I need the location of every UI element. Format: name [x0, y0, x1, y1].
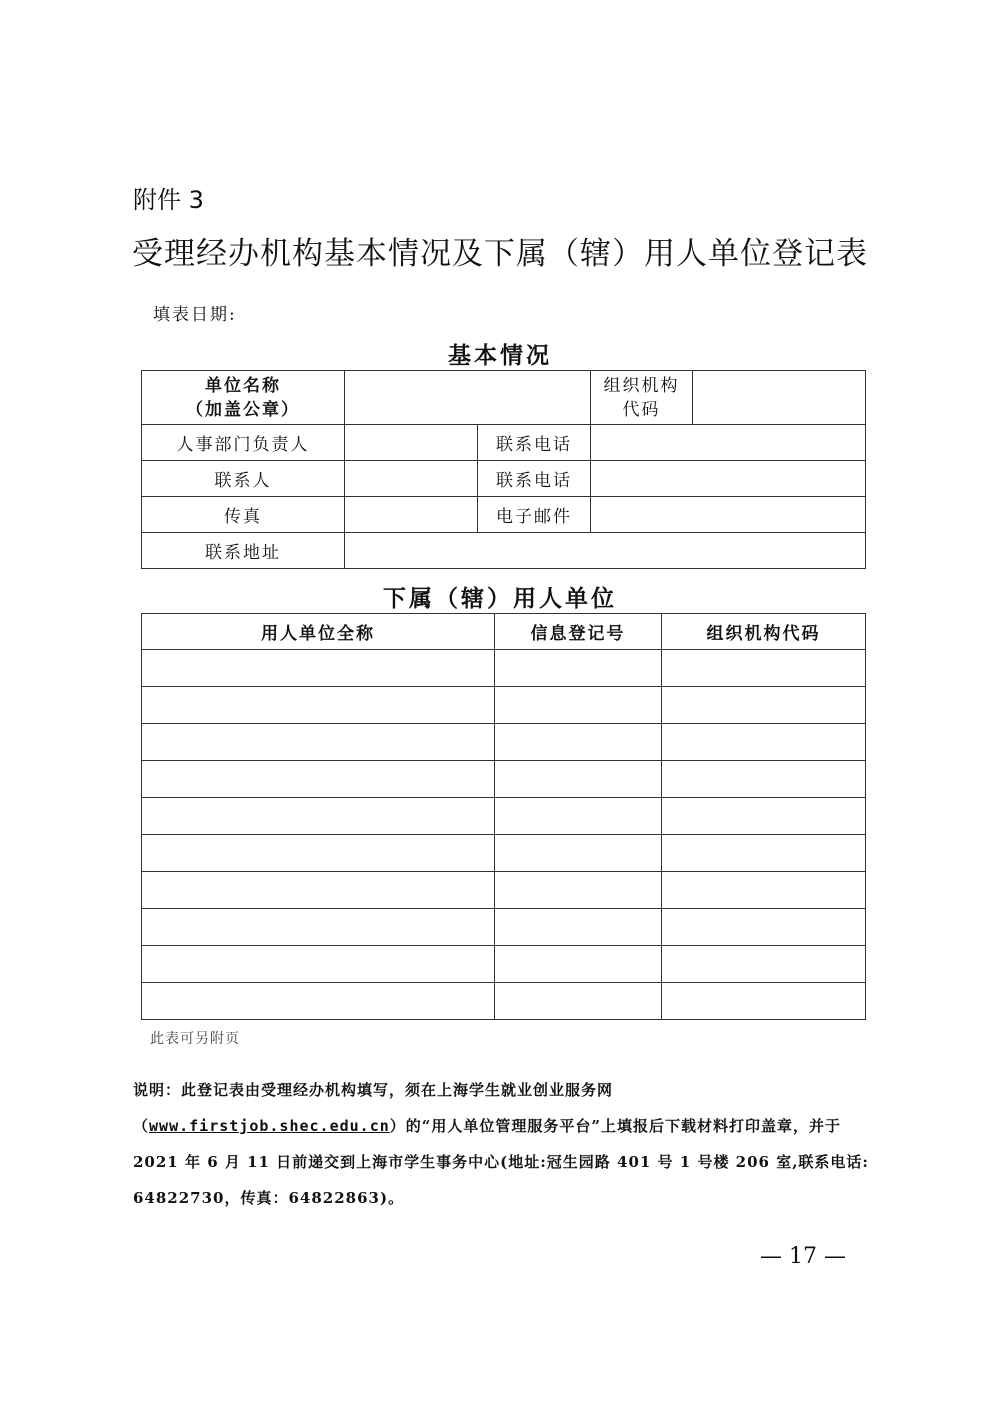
contact-person-field[interactable]: [345, 461, 478, 497]
org-code-cell[interactable]: [662, 872, 866, 909]
org-code-cell[interactable]: [662, 909, 866, 946]
instructions-line-1: 说明：此登记表由受理经办机构填写，须在上海学生就业创业服务网: [133, 1081, 614, 1099]
fax-label: 传真: [142, 497, 345, 533]
table-row: [142, 983, 866, 1020]
registration-no-cell[interactable]: [495, 761, 662, 798]
table-row: [142, 835, 866, 872]
page-number: — 17 —: [760, 1244, 846, 1269]
unit-name-cell[interactable]: [142, 835, 495, 872]
org-code-label-cell: [591, 371, 693, 425]
unit-name-cell[interactable]: [142, 909, 495, 946]
org-code-label-line1: 组织机构: [603, 375, 680, 396]
org-code-cell[interactable]: [662, 835, 866, 872]
table-row: [142, 650, 866, 687]
unit-name-cell[interactable]: [142, 761, 495, 798]
hr-head-label: 人事部门负责人: [142, 425, 345, 461]
website-link[interactable]: www.firstjob.shec.edu.cn: [149, 1117, 390, 1135]
org-code-cell[interactable]: [662, 946, 866, 983]
registration-no-cell[interactable]: [495, 798, 662, 835]
unit-name-cell[interactable]: [142, 724, 495, 761]
subordinate-units-table: [141, 613, 866, 1020]
basic-info-table: [141, 370, 866, 569]
registration-no-cell[interactable]: [495, 835, 662, 872]
contact-phone-field[interactable]: [591, 461, 866, 497]
fax-field[interactable]: [345, 497, 478, 533]
column-header-registration-no: 信息登记号: [495, 614, 662, 650]
org-code-field[interactable]: [693, 371, 866, 425]
registration-no-cell[interactable]: [495, 724, 662, 761]
column-header-unit-name: 用人单位全称: [142, 614, 495, 650]
document-title: 受理经办机构基本情况及下属（辖）用人单位登记表: [132, 236, 868, 272]
table-row: [142, 872, 866, 909]
subordinate-rows: [142, 650, 866, 1020]
table-row: [142, 761, 866, 798]
hr-phone-label: 联系电话: [478, 425, 591, 461]
org-code-cell[interactable]: [662, 687, 866, 724]
org-code-cell[interactable]: [662, 983, 866, 1020]
instructions: [133, 1072, 878, 1216]
column-header-org-code: 组织机构代码: [662, 614, 866, 650]
registration-no-cell[interactable]: [495, 983, 662, 1020]
org-code-cell[interactable]: [662, 650, 866, 687]
address-label: 联系地址: [142, 533, 345, 569]
instructions-line-2: （www.firstjob.shec.edu.cn）的“用人单位管理服务平台”上填报后下载材料打印盖章，并于: [133, 1117, 842, 1135]
official-seal-label: （加盖公章）: [186, 399, 300, 420]
registration-no-cell[interactable]: [495, 872, 662, 909]
table-row: [142, 946, 866, 983]
subordinate-section-title: 下属（辖）用人单位: [383, 585, 617, 612]
unit-name-cell[interactable]: [142, 687, 495, 724]
basic-section-title: 基本情况: [448, 342, 552, 369]
address-field[interactable]: [345, 533, 866, 569]
registration-no-cell[interactable]: [495, 946, 662, 983]
org-code-label-line2: 代码: [622, 399, 661, 420]
table-row: [142, 687, 866, 724]
unit-name-label: 单位名称: [205, 375, 281, 396]
unit-name-cell[interactable]: [142, 650, 495, 687]
registration-no-cell[interactable]: [495, 687, 662, 724]
hr-phone-field[interactable]: [591, 425, 866, 461]
hr-head-field[interactable]: [345, 425, 478, 461]
unit-name-field[interactable]: [345, 371, 591, 425]
contact-phone-label: 联系电话: [478, 461, 591, 497]
footnote: 此表可另附页: [150, 1031, 240, 1047]
unit-name-cell[interactable]: [142, 983, 495, 1020]
attachment-label: 附件 3: [133, 186, 204, 214]
instructions-line-3: 2021 年 6 月 11 日前递交到上海市学生事务中心(地址:冠生园路 401 号 1 号楼 206 室,联系电话:: [133, 1153, 869, 1171]
registration-no-cell[interactable]: [495, 650, 662, 687]
org-code-cell[interactable]: [662, 798, 866, 835]
table-row: [142, 724, 866, 761]
contact-person-label: 联系人: [142, 461, 345, 497]
unit-name-cell[interactable]: [142, 798, 495, 835]
registration-no-cell[interactable]: [495, 909, 662, 946]
instructions-line-4: 64822730，传真：64822863)。: [133, 1189, 405, 1207]
fill-date-label: 填表日期:: [153, 305, 237, 325]
email-field[interactable]: [591, 497, 866, 533]
table-row: [142, 909, 866, 946]
email-label: 电子邮件: [478, 497, 591, 533]
org-code-cell[interactable]: [662, 761, 866, 798]
table-row: [142, 798, 866, 835]
unit-name-cell[interactable]: [142, 872, 495, 909]
org-code-cell[interactable]: [662, 724, 866, 761]
unit-name-cell[interactable]: [142, 946, 495, 983]
unit-name-label-cell: [142, 371, 345, 425]
